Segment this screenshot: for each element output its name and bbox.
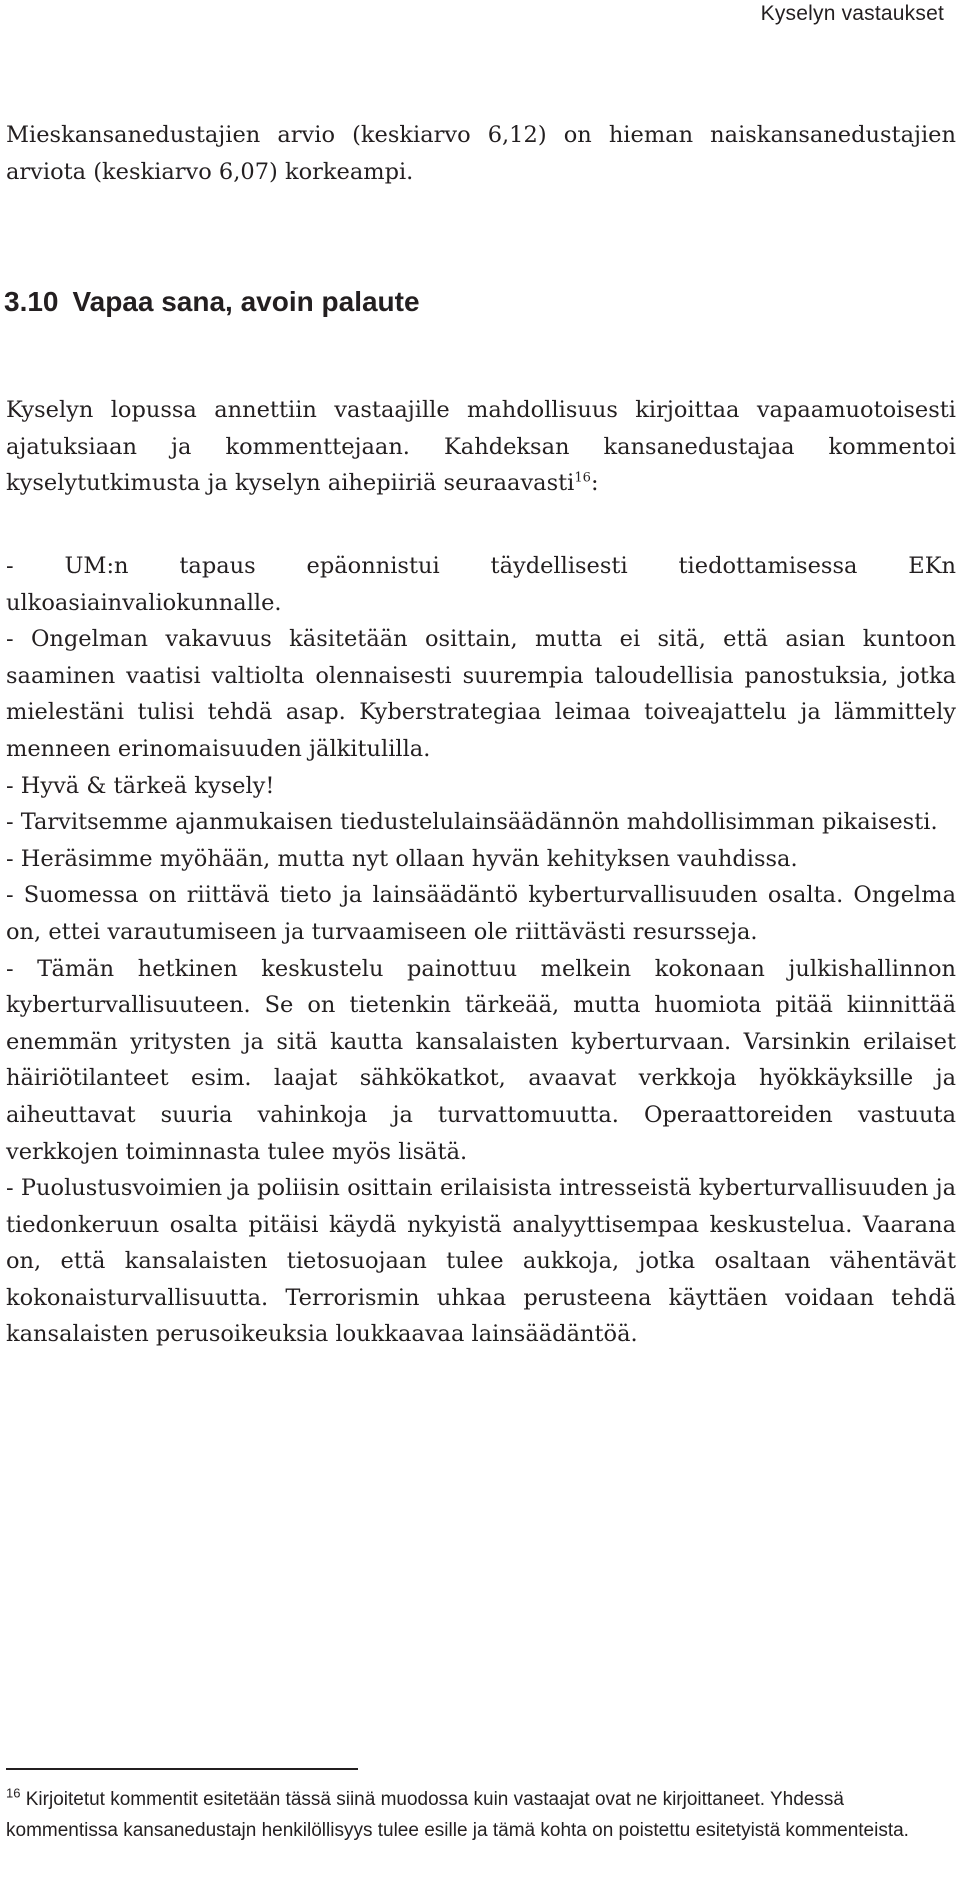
comment-item: - UM:n tapaus epäonnistui täydellisesti tiedottamisessa EKn ulkoasiainvaliokunnalle.	[6, 553, 956, 616]
footnote	[6, 1784, 956, 1846]
comments-list	[6, 548, 956, 1353]
comment-item: - Puolustusvoimien ja poliisin osittain erilaisista intresseistä kyberturvallisuuden ja tiedonkeruun osalta pitäisi käydä nykyistä analyyttisempaa keskustelua. Vaarana on, että kansalaisten tietosuojaan tulee aukkoja, jotka osaltaan vähentävät kokonaisturvallisuutta. Terrorismin uhkaa perusteena käyttäen voidaan tehdä kansalaisten perusoikeuksia loukkaavaa lainsäädäntöä.	[6, 1175, 956, 1348]
lead-paragraph	[6, 392, 956, 502]
section-title: Vapaa sana, avoin palaute	[72, 286, 420, 317]
comment-item: - Hyvä & tärkeä kysely!	[6, 772, 275, 799]
comment-item: - Heräsimme myöhään, mutta nyt ollaan hyvän kehityksen vauhdissa.	[6, 845, 798, 872]
footnote-reference: 16	[574, 470, 591, 486]
comment-item: - Suomessa on riittävä tieto ja lainsäädäntö kyberturvallisuuden osalta. Ongelma on, ettei varautumiseen ja turvaamiseen ole riittävästi resursseja.	[6, 882, 956, 945]
lead-text: Kyselyn lopussa annettiin vastaajille mahdollisuus kirjoittaa vapaamuotoisesti ajatuksiaan ja kommenttejaan. Kahdeksan kansanedustajaa kommentoi kyselytutkimusta ja kyselyn aihepiiriä seuraavasti	[6, 397, 956, 497]
intro-paragraph: Mieskansanedustajien arvio (keskiarvo 6,12) on hieman naiskansanedustajien arviota (keskiarvo 6,07) korkeampi.	[6, 122, 956, 185]
section-number: 3.10	[4, 286, 59, 317]
footnote-number: 16	[6, 1785, 21, 1801]
footnote-text: Kirjoitetut kommentit esitetään tässä siinä muodossa kuin vastaajat ovat ne kirjoittaneet. Yhdessä kommentissa kansanedustajn henkilöllisyys tulee esille ja tämä kohta on poistettu esitetyistä kommenteista.	[6, 1789, 909, 1841]
comment-item: - Tarvitsemme ajanmukaisen tiedustelulainsäädännön mahdollisimman pikaisesti.	[6, 809, 938, 836]
section-heading	[4, 286, 420, 318]
comment-item: - Tämän hetkinen keskustelu painottuu melkein kokonaan julkishallinnon kyberturvallisuuteen. Se on tietenkin tärkeää, mutta huomiota pitää kiinnittää enemmän yritysten ja sitä kautta kansalaisten kyberturvaan. Varsinkin erilaiset häiriötilanteet esim. laajat sähkökatkot, avaavat verkkoja hyökkäyksille ja aiheuttavat suuria vahinkoja ja turvattomuutta. Operaattoreiden vastuuta verkkojen toiminnasta tulee myös lisätä.	[6, 955, 956, 1165]
running-header: Kyselyn vastaukset	[760, 2, 944, 25]
comment-item: - Ongelman vakavuus käsitetään osittain, mutta ei sitä, että asian kuntoon saaminen vaatisi valtiolta olennaisesti suurempia taloudellisia panostuksia, jotka mielestäni tulisi tehdä asap. Kyberstrategiaa leimaa toiveajattelu ja lämmittely menneen erinomaisuuden jälkitulilla.	[6, 626, 956, 762]
lead-suffix: :	[590, 470, 599, 497]
footnote-divider	[6, 1768, 358, 1770]
